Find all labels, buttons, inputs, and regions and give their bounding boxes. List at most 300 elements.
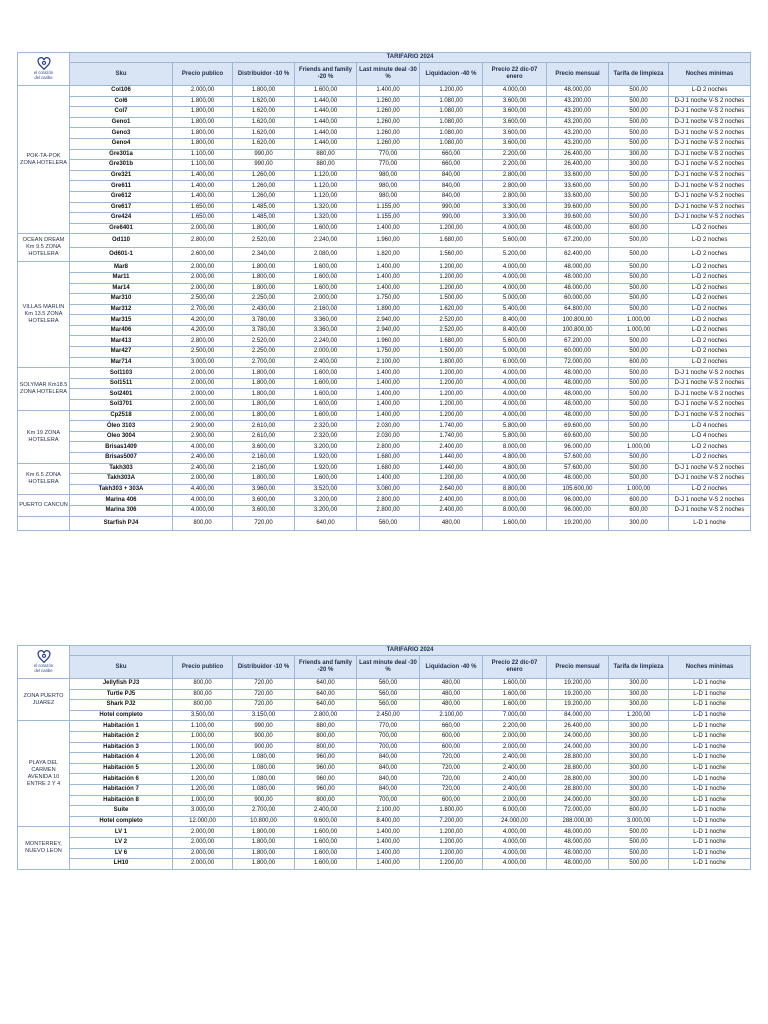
table-row: [18, 795, 751, 806]
cell-clearance: 1.080,00: [420, 107, 483, 118]
table-row: [18, 191, 751, 202]
column-header-last-minute: Last minute deal -30 %: [357, 63, 420, 86]
cell-min-nights: L-D 2 noches: [669, 234, 751, 248]
cell-public-price: 2.000,00: [173, 848, 233, 859]
cell-holiday-price: 6.000,00: [483, 806, 547, 817]
cell-last-minute: 2.100,00: [357, 806, 420, 817]
cell-last-minute: 840,00: [357, 784, 420, 795]
cell-public-price: 2.800,00: [173, 336, 233, 347]
cell-cleaning-fee: 500,00: [609, 170, 669, 181]
cell-cleaning-fee: 500,00: [609, 400, 669, 411]
cell-clearance: 1.200,00: [420, 827, 483, 838]
cell-clearance: 2.400,00: [420, 505, 483, 516]
cell-cleaning-fee: 600,00: [609, 223, 669, 234]
cell-min-nights: L-D 4 noches: [669, 431, 751, 442]
cell-sku: Gre321: [70, 170, 173, 181]
table-row: [18, 336, 751, 347]
cell-public-price: 800,00: [173, 700, 233, 711]
cell-public-price: 1.800,00: [173, 96, 233, 107]
cell-distributor: 1.485,00: [233, 202, 295, 213]
cell-friends-family: 1.600,00: [295, 283, 357, 294]
cell-clearance: 1.560,00: [420, 248, 483, 262]
cell-clearance: 1.680,00: [420, 234, 483, 248]
cell-holiday-price: 2.200,00: [483, 721, 547, 732]
cell-cleaning-fee: 1.000,00: [609, 325, 669, 336]
cell-min-nights: D-J 1 noche V-S 2 noches: [669, 170, 751, 181]
column-header-distributor: Distribuidor -10 %: [233, 63, 295, 86]
cell-cleaning-fee: 500,00: [609, 138, 669, 149]
cell-holiday-price: 2.000,00: [483, 742, 547, 753]
cell-distributor: 3.780,00: [233, 325, 295, 336]
cell-friends-family: 9.600,00: [295, 816, 357, 827]
cell-distributor: 1.080,00: [233, 774, 295, 785]
cell-holiday-price: 2.200,00: [483, 149, 547, 160]
cell-last-minute: 2.030,00: [357, 421, 420, 432]
table-row: [18, 784, 751, 795]
cell-monthly-price: 48.000,00: [547, 283, 609, 294]
cell-min-nights: L-D 1 noche: [669, 837, 751, 848]
cell-holiday-price: 4.000,00: [483, 848, 547, 859]
cell-last-minute: 1.260,00: [357, 107, 420, 118]
cell-holiday-price: 4.000,00: [483, 400, 547, 411]
cell-clearance: 1.200,00: [420, 400, 483, 411]
cell-public-price: 2.600,00: [173, 248, 233, 262]
cell-friends-family: 1.320,00: [295, 213, 357, 224]
cell-friends-family: 640,00: [295, 679, 357, 690]
cell-min-nights: L-D 2 noches: [669, 453, 751, 464]
cell-clearance: 1.800,00: [420, 357, 483, 368]
cell-friends-family: 2.320,00: [295, 421, 357, 432]
cell-public-price: 2.500,00: [173, 347, 233, 358]
cell-min-nights: L-D 1 noche: [669, 721, 751, 732]
cell-sku: Geno4: [70, 138, 173, 149]
cell-holiday-price: 4.000,00: [483, 859, 547, 870]
table-row: [18, 315, 751, 326]
cell-distributor: 1.800,00: [233, 272, 295, 283]
cell-clearance: 2.400,00: [420, 442, 483, 453]
table-title: TARIFARIO 2024: [70, 53, 751, 63]
table-row: [18, 848, 751, 859]
cell-holiday-price: 3.600,00: [483, 128, 547, 139]
cell-sku: Turtle PJ5: [70, 689, 173, 700]
cell-sku: Takh303: [70, 463, 173, 474]
rate-table-2: [17, 645, 751, 870]
cell-public-price: 800,00: [173, 679, 233, 690]
cell-friends-family: 2.080,00: [295, 248, 357, 262]
cell-cleaning-fee: 300,00: [609, 700, 669, 711]
cell-public-price: 2.000,00: [173, 368, 233, 379]
cell-min-nights: L-D 1 noche: [669, 859, 751, 870]
table-row: [18, 202, 751, 213]
cell-last-minute: 1.260,00: [357, 128, 420, 139]
cell-clearance: 1.200,00: [420, 848, 483, 859]
cell-monthly-price: 48.000,00: [547, 848, 609, 859]
cell-clearance: 1.740,00: [420, 421, 483, 432]
cell-cleaning-fee: 600,00: [609, 495, 669, 506]
table-row: [18, 816, 751, 827]
cell-sku: Gre617: [70, 202, 173, 213]
column-header-clearance: Liquidacion -40 %: [420, 656, 483, 679]
cell-clearance: 1.200,00: [420, 837, 483, 848]
cell-cleaning-fee: 500,00: [609, 107, 669, 118]
cell-monthly-price: 48.000,00: [547, 389, 609, 400]
cell-min-nights: D-J 1 noche V-S 2 noches: [669, 160, 751, 171]
cell-holiday-price: 2.000,00: [483, 731, 547, 742]
cell-sku: Mar413: [70, 336, 173, 347]
cell-cleaning-fee: 500,00: [609, 410, 669, 421]
cell-sku: Shark PJ2: [70, 700, 173, 711]
cell-sku: Habitación 2: [70, 731, 173, 742]
column-header-holiday-price: Precio 22 dic-07 enero: [483, 63, 547, 86]
table-row: [18, 463, 751, 474]
cell-cleaning-fee: 500,00: [609, 304, 669, 315]
cell-last-minute: 1.400,00: [357, 389, 420, 400]
cell-sku: Col106: [70, 86, 173, 97]
cell-min-nights: L-D 2 noches: [669, 304, 751, 315]
cell-min-nights: D-J 1 noche V-S 2 noches: [669, 191, 751, 202]
table-row: [18, 262, 751, 273]
cell-friends-family: 640,00: [295, 516, 357, 530]
cell-public-price: 1.800,00: [173, 117, 233, 128]
cell-last-minute: 1.960,00: [357, 234, 420, 248]
cell-friends-family: 800,00: [295, 742, 357, 753]
cell-cleaning-fee: 600,00: [609, 806, 669, 817]
cell-min-nights: L-D 2 noches: [669, 86, 751, 97]
cell-friends-family: 1.920,00: [295, 453, 357, 464]
cell-clearance: 480,00: [420, 516, 483, 530]
table-row: [18, 721, 751, 732]
cell-clearance: 600,00: [420, 731, 483, 742]
cell-cleaning-fee: 500,00: [609, 248, 669, 262]
cell-public-price: 2.000,00: [173, 400, 233, 411]
cell-cleaning-fee: 1.200,00: [609, 710, 669, 721]
cell-monthly-price: 96.000,00: [547, 442, 609, 453]
cell-min-nights: L-D 1 noche: [669, 806, 751, 817]
cell-min-nights: L-D 2 noches: [669, 347, 751, 358]
cell-sku: Habitación 6: [70, 774, 173, 785]
cell-monthly-price: 24.000,00: [547, 795, 609, 806]
cell-last-minute: 1.750,00: [357, 294, 420, 305]
cell-public-price: 2.900,00: [173, 431, 233, 442]
cell-clearance: 600,00: [420, 795, 483, 806]
cell-friends-family: 1.600,00: [295, 827, 357, 838]
cell-public-price: 2.400,00: [173, 463, 233, 474]
cell-monthly-price: 26.400,00: [547, 149, 609, 160]
cell-holiday-price: 5.600,00: [483, 336, 547, 347]
cell-clearance: 1.080,00: [420, 96, 483, 107]
cell-distributor: 3.780,00: [233, 315, 295, 326]
cell-public-price: 1.200,00: [173, 763, 233, 774]
cell-cleaning-fee: 500,00: [609, 213, 669, 224]
brand-logo: [18, 53, 70, 86]
column-header-clearance: Liquidacion -40 %: [420, 63, 483, 86]
table-row: [18, 160, 751, 171]
cell-holiday-price: 4.000,00: [483, 272, 547, 283]
cell-last-minute: 770,00: [357, 721, 420, 732]
cell-distributor: 1.080,00: [233, 753, 295, 764]
cell-monthly-price: 57.600,00: [547, 463, 609, 474]
cell-clearance: 840,00: [420, 181, 483, 192]
table-row: [18, 774, 751, 785]
cell-friends-family: 1.440,00: [295, 96, 357, 107]
cell-cleaning-fee: 300,00: [609, 742, 669, 753]
cell-cleaning-fee: 500,00: [609, 848, 669, 859]
cell-cleaning-fee: 500,00: [609, 272, 669, 283]
cell-last-minute: 1.400,00: [357, 86, 420, 97]
cell-cleaning-fee: 500,00: [609, 283, 669, 294]
cell-clearance: 1.200,00: [420, 223, 483, 234]
column-header-cleaning-fee: Tarifa de limpieza: [609, 63, 669, 86]
cell-monthly-price: 288.000,00: [547, 816, 609, 827]
cell-last-minute: 1.400,00: [357, 837, 420, 848]
brand-name-line1: el corazón: [33, 663, 54, 669]
cell-sku: Habitación 1: [70, 721, 173, 732]
cell-last-minute: 560,00: [357, 679, 420, 690]
cell-min-nights: L-D 2 noches: [669, 484, 751, 495]
cell-public-price: 3.000,00: [173, 806, 233, 817]
cell-clearance: 1.080,00: [420, 128, 483, 139]
cell-public-price: 2.000,00: [173, 859, 233, 870]
table-row: [18, 859, 751, 870]
cell-min-nights: D-J 1 noche V-S 2 noches: [669, 495, 751, 506]
cell-cleaning-fee: 500,00: [609, 378, 669, 389]
cell-distributor: 3.600,00: [233, 442, 295, 453]
column-header-cleaning-fee: Tarifa de limpieza: [609, 656, 669, 679]
cell-public-price: 2.000,00: [173, 283, 233, 294]
cell-monthly-price: 96.000,00: [547, 495, 609, 506]
cell-public-price: 2.500,00: [173, 294, 233, 305]
table-row: [18, 117, 751, 128]
cell-clearance: 480,00: [420, 689, 483, 700]
cell-cleaning-fee: 500,00: [609, 474, 669, 485]
cell-distributor: 720,00: [233, 700, 295, 711]
cell-friends-family: 2.160,00: [295, 304, 357, 315]
cell-cleaning-fee: 500,00: [609, 453, 669, 464]
cell-monthly-price: 43.200,00: [547, 117, 609, 128]
cell-sku: LH10: [70, 859, 173, 870]
cell-holiday-price: 3.600,00: [483, 96, 547, 107]
cell-public-price: 3.500,00: [173, 710, 233, 721]
cell-min-nights: L-D 1 noche: [669, 827, 751, 838]
cell-monthly-price: 28.800,00: [547, 784, 609, 795]
cell-friends-family: 2.240,00: [295, 336, 357, 347]
cell-sku: Marina 306: [70, 505, 173, 516]
cell-min-nights: D-J 1 noche V-S 2 noches: [669, 107, 751, 118]
cell-monthly-price: 69.600,00: [547, 431, 609, 442]
cell-sku: Habitación 7: [70, 784, 173, 795]
table-row: [18, 495, 751, 506]
cell-last-minute: 2.940,00: [357, 315, 420, 326]
cell-friends-family: 3.200,00: [295, 505, 357, 516]
cell-distributor: 2.700,00: [233, 357, 295, 368]
cell-monthly-price: 67.200,00: [547, 336, 609, 347]
cell-sku: Takh303A: [70, 474, 173, 485]
column-header-holiday-price: Precio 22 dic-07 enero: [483, 656, 547, 679]
cell-clearance: 2.400,00: [420, 495, 483, 506]
cell-cleaning-fee: 500,00: [609, 234, 669, 248]
cell-distributor: 1.620,00: [233, 117, 295, 128]
cell-clearance: 660,00: [420, 721, 483, 732]
cell-distributor: 1.800,00: [233, 368, 295, 379]
cell-clearance: 2.520,00: [420, 315, 483, 326]
cell-friends-family: 880,00: [295, 721, 357, 732]
cell-public-price: 4.400,00: [173, 484, 233, 495]
cell-cleaning-fee: 600,00: [609, 357, 669, 368]
cell-last-minute: 1.155,00: [357, 213, 420, 224]
cell-monthly-price: 100.800,00: [547, 315, 609, 326]
cell-friends-family: 3.360,00: [295, 315, 357, 326]
cell-cleaning-fee: 1.000,00: [609, 315, 669, 326]
table-row: [18, 827, 751, 838]
table-title: TARIFARIO 2024: [70, 646, 751, 656]
cell-sku: Mar11: [70, 272, 173, 283]
cell-monthly-price: 72.000,00: [547, 357, 609, 368]
cell-min-nights: D-J 1 noche V-S 2 noches: [669, 368, 751, 379]
cell-last-minute: 1.680,00: [357, 453, 420, 464]
cell-clearance: 660,00: [420, 149, 483, 160]
cell-clearance: 1.200,00: [420, 262, 483, 273]
cell-sku: Gre424: [70, 213, 173, 224]
cell-min-nights: D-J 1 noche V-S 2 noches: [669, 505, 751, 516]
cell-clearance: 2.520,00: [420, 325, 483, 336]
cell-holiday-price: 4.000,00: [483, 837, 547, 848]
cell-cleaning-fee: 300,00: [609, 721, 669, 732]
cell-cleaning-fee: 1.000,00: [609, 442, 669, 453]
column-header-public-price: Precio publico: [173, 63, 233, 86]
cell-distributor: 1.260,00: [233, 181, 295, 192]
cell-last-minute: 1.960,00: [357, 336, 420, 347]
cell-clearance: 600,00: [420, 742, 483, 753]
cell-min-nights: D-J 1 noche V-S 2 noches: [669, 213, 751, 224]
table-row: [18, 378, 751, 389]
cell-clearance: 720,00: [420, 774, 483, 785]
table-row: [18, 400, 751, 411]
cell-distributor: 990,00: [233, 149, 295, 160]
cell-last-minute: 1.260,00: [357, 96, 420, 107]
table-row: [18, 700, 751, 711]
cell-last-minute: 770,00: [357, 149, 420, 160]
cell-distributor: 2.520,00: [233, 234, 295, 248]
cell-distributor: 1.620,00: [233, 107, 295, 118]
cell-sku: Gre301a: [70, 149, 173, 160]
cell-last-minute: 2.030,00: [357, 431, 420, 442]
cell-last-minute: 1.400,00: [357, 223, 420, 234]
cell-clearance: 990,00: [420, 213, 483, 224]
cell-clearance: 480,00: [420, 700, 483, 711]
cell-last-minute: 840,00: [357, 763, 420, 774]
cell-sku: Marina 406: [70, 495, 173, 506]
cell-sku: Habitación 4: [70, 753, 173, 764]
cell-sku: Starfish PJ4: [70, 516, 173, 530]
cell-holiday-price: 8.400,00: [483, 325, 547, 336]
cell-distributor: 2.430,00: [233, 304, 295, 315]
cell-sku: Mar406: [70, 325, 173, 336]
cell-clearance: 1.200,00: [420, 272, 483, 283]
cell-distributor: 1.260,00: [233, 170, 295, 181]
cell-min-nights: D-J 1 noche V-S 2 noches: [669, 117, 751, 128]
cell-min-nights: L-D 2 noches: [669, 283, 751, 294]
cell-min-nights: D-J 1 noche V-S 2 noches: [669, 474, 751, 485]
cell-public-price: 1.650,00: [173, 202, 233, 213]
table-row: [18, 368, 751, 379]
cell-monthly-price: 33.600,00: [547, 191, 609, 202]
cell-monthly-price: 39.600,00: [547, 202, 609, 213]
cell-sku: Od110: [70, 234, 173, 248]
cell-holiday-price: 3.300,00: [483, 213, 547, 224]
cell-last-minute: 980,00: [357, 191, 420, 202]
cell-sku: Jellyfish PJ3: [70, 679, 173, 690]
cell-min-nights: L-D 1 noche: [669, 753, 751, 764]
cell-friends-family: 1.600,00: [295, 859, 357, 870]
zone-label: PUERTO CANCUN: [18, 495, 70, 516]
cell-public-price: 1.200,00: [173, 784, 233, 795]
zone-label: SOLYMAR Km18.5 ZONA HOTELERA: [18, 368, 70, 410]
cell-holiday-price: 8.000,00: [483, 442, 547, 453]
zone-label: Km 19 ZONA HOTELERA: [18, 410, 70, 463]
cell-monthly-price: 48.000,00: [547, 262, 609, 273]
cell-monthly-price: 48.000,00: [547, 368, 609, 379]
cell-public-price: 2.000,00: [173, 223, 233, 234]
rate-sheet-2: [17, 645, 750, 870]
cell-min-nights: D-J 1 noche V-S 2 noches: [669, 128, 751, 139]
cell-friends-family: 800,00: [295, 795, 357, 806]
cell-distributor: 2.610,00: [233, 421, 295, 432]
cell-cleaning-fee: 500,00: [609, 368, 669, 379]
cell-distributor: 2.160,00: [233, 453, 295, 464]
cell-cleaning-fee: 500,00: [609, 431, 669, 442]
cell-last-minute: 840,00: [357, 774, 420, 785]
cell-monthly-price: 100.800,00: [547, 325, 609, 336]
cell-holiday-price: 4.800,00: [483, 453, 547, 464]
cell-holiday-price: 5.600,00: [483, 234, 547, 248]
cell-sku: Col6: [70, 96, 173, 107]
cell-last-minute: 980,00: [357, 181, 420, 192]
table-row: [18, 304, 751, 315]
cell-clearance: 1.200,00: [420, 86, 483, 97]
cell-friends-family: 640,00: [295, 689, 357, 700]
cell-public-price: 2.900,00: [173, 421, 233, 432]
cell-clearance: 1.080,00: [420, 117, 483, 128]
cell-clearance: 1.200,00: [420, 368, 483, 379]
cell-public-price: 2.000,00: [173, 272, 233, 283]
cell-cleaning-fee: 500,00: [609, 859, 669, 870]
cell-monthly-price: 48.000,00: [547, 223, 609, 234]
cell-cleaning-fee: 500,00: [609, 389, 669, 400]
cell-min-nights: L-D 1 noche: [669, 784, 751, 795]
table-row: [18, 294, 751, 305]
cell-holiday-price: 2.200,00: [483, 160, 547, 171]
cell-sku: Gre611: [70, 181, 173, 192]
cell-cleaning-fee: 500,00: [609, 202, 669, 213]
cell-monthly-price: 48.000,00: [547, 86, 609, 97]
cell-last-minute: 770,00: [357, 160, 420, 171]
cell-sku: Óleo 3103: [70, 421, 173, 432]
cell-friends-family: 1.600,00: [295, 368, 357, 379]
cell-clearance: 1.200,00: [420, 859, 483, 870]
cell-last-minute: 1.400,00: [357, 859, 420, 870]
table-row: [18, 283, 751, 294]
cell-friends-family: 2.320,00: [295, 431, 357, 442]
cell-distributor: 3.600,00: [233, 495, 295, 506]
cell-distributor: 900,00: [233, 731, 295, 742]
cell-clearance: 1.740,00: [420, 431, 483, 442]
cell-last-minute: 560,00: [357, 516, 420, 530]
cell-cleaning-fee: 500,00: [609, 827, 669, 838]
table-row: [18, 389, 751, 400]
cell-friends-family: 880,00: [295, 149, 357, 160]
cell-min-nights: L-D 2 noches: [669, 272, 751, 283]
brand-name-line2: del caribe: [34, 75, 53, 80]
